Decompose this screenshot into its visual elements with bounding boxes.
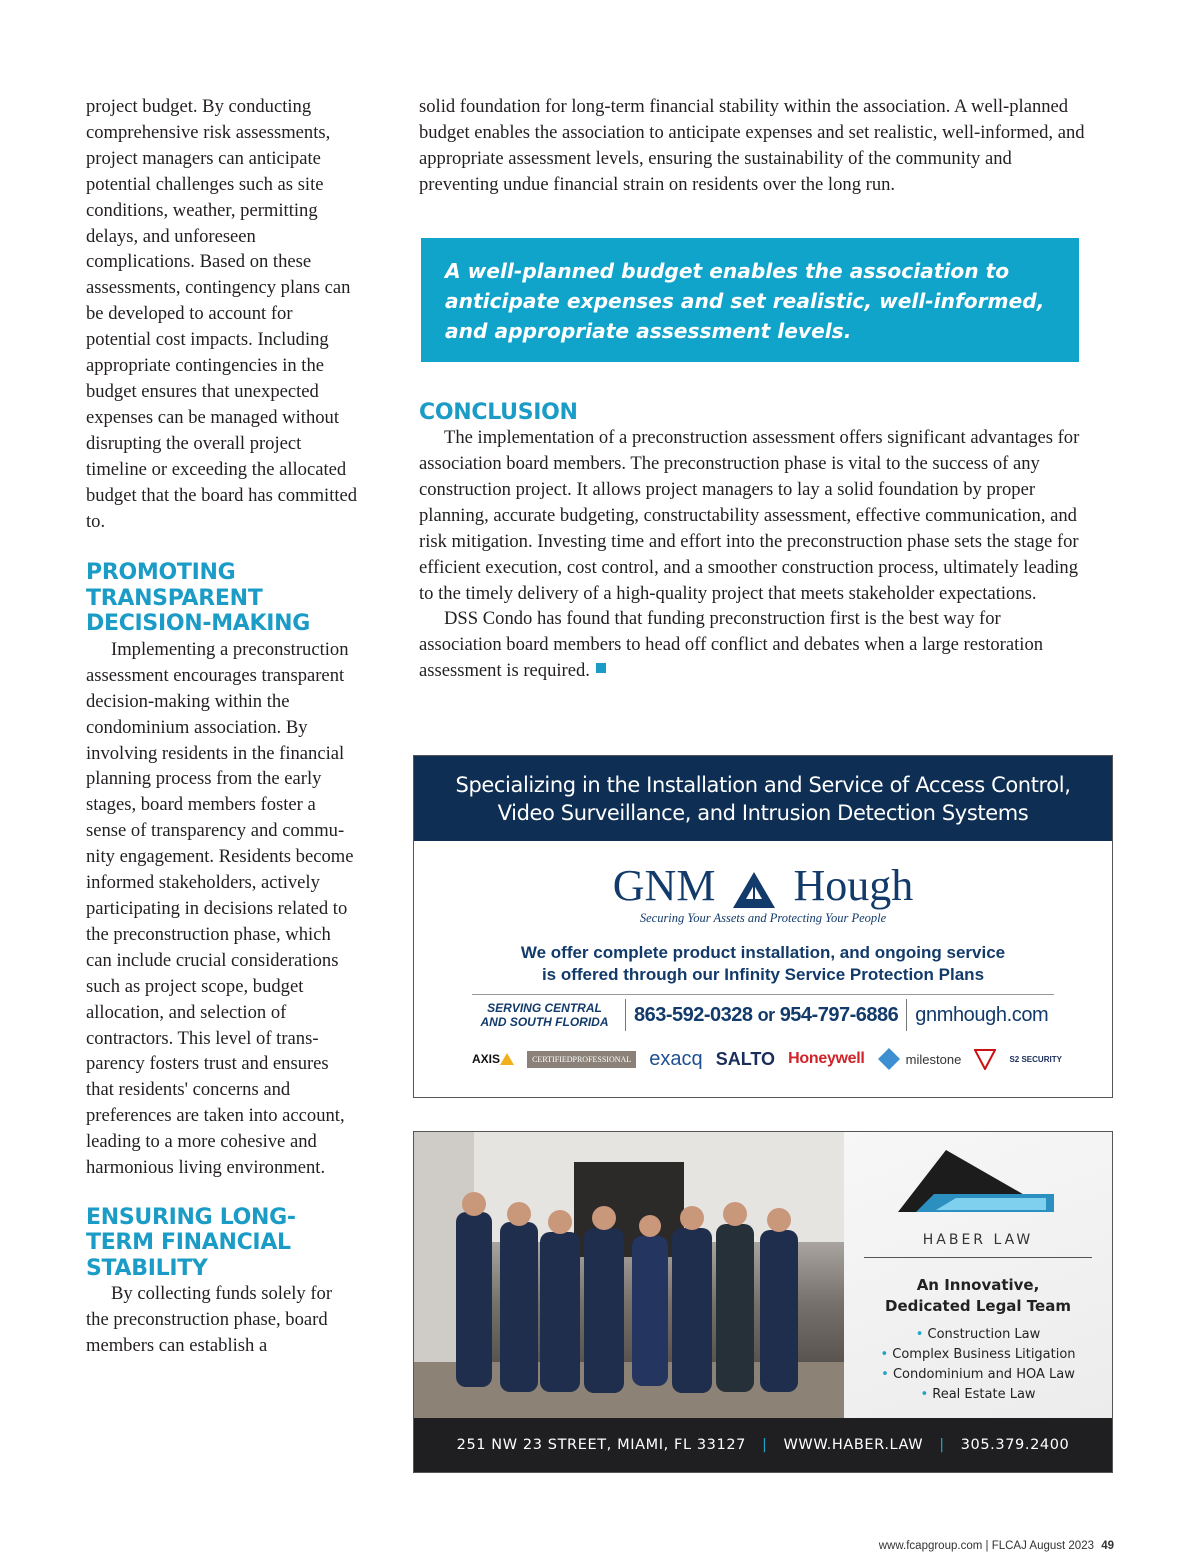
haber-divider-2: | xyxy=(939,1437,945,1453)
right-para-1: solid foundation for long-term financial stability within the association. A well-planned budget enables the association to anticipate expenses and set realistic, well-informed, and appropriate assessment levels, ensuring the sustainability of the community and preventing undue financial strain on residents over the long run. xyxy=(419,96,1085,195)
haber-address: 251 NW 23 STREET, MIAMI, FL 33127 xyxy=(456,1437,746,1453)
haber-service-item: • Construction Law xyxy=(844,1325,1112,1345)
haber-firm-name: HABER LAW xyxy=(922,1232,1034,1248)
left-column xyxy=(86,94,358,1359)
heading-promoting: PROMOTING TRANSPARENT DECISION-MAKING xyxy=(86,560,311,637)
folio-site[interactable]: www.fcapgroup.com xyxy=(878,1540,983,1552)
haber-slogan xyxy=(844,1275,1112,1317)
axis-triangle-icon xyxy=(500,1053,514,1065)
certified-professional-badge xyxy=(527,1051,636,1068)
gnm-phone-1[interactable]: 863-592-0328 xyxy=(634,1003,753,1026)
gnm-phone-2[interactable]: 954-797-6886 xyxy=(779,1003,899,1026)
gnm-hough-ad[interactable] xyxy=(413,755,1113,1098)
haber-service-item: • Complex Business Litigation xyxy=(844,1345,1112,1365)
dsx-logo xyxy=(974,1048,996,1070)
haber-contact-bar xyxy=(414,1418,1112,1472)
gnm-serving-line-1: SERVING CENTRAL xyxy=(487,1001,602,1015)
triangle-logo-icon xyxy=(732,871,776,909)
folio-issue: August 2023 xyxy=(1029,1540,1094,1552)
folio-journal: FLCAJ xyxy=(991,1540,1027,1552)
milestone-logo xyxy=(878,1048,962,1070)
team-photo-illustration xyxy=(414,1132,844,1419)
gnm-tagline: Securing Your Assets and Protecting Your People xyxy=(639,911,887,925)
axis-label: AXIS xyxy=(472,1052,501,1066)
right-para-2: The implementation of a preconstruction assessment offers significant advantages for association board members. The preconstruction phase is vital to the success of any construction project. It allows project managers to lay a solid foundation by proper planning, accurate budgeting, constructability assessment, effective communication, and risk mitigation. Investing time and effort into the preconstruction phase sets the stage for efficient execution, cost control, and a smoother construction process, ultimately leading to the timely delivery of a high-quality project that meets stakeholder expectations. xyxy=(419,427,1080,604)
haber-website[interactable]: WWW.HABER.LAW xyxy=(783,1437,924,1453)
gnm-divider xyxy=(472,994,1054,995)
right-para-3-text: DSS Condo has found that funding preconstruction first is the best way for association board members to head off conflict and debates when a large restoration assessment is required. xyxy=(419,608,1044,682)
milestone-diamond-icon xyxy=(878,1048,900,1070)
team-photo xyxy=(414,1132,844,1419)
gnm-serving xyxy=(472,1001,617,1029)
haber-service-item: • Real Estate Law xyxy=(844,1385,1112,1405)
heading-ensuring: ENSURING LONG-TERM FINANCIAL STABILITY xyxy=(86,1204,296,1281)
right-column xyxy=(419,94,1085,684)
haber-phone[interactable]: 305.379.2400 xyxy=(960,1437,1070,1453)
pull-quote: A well-planned budget enables the association to anticipate expenses and set realistic, well-informed, and appropriate assessment levels. xyxy=(421,238,1079,362)
certified-line-2: PROFESSIONAL xyxy=(572,1054,632,1064)
gnm-headline-line-2: Video Surveillance, and Intrusion Detection Systems xyxy=(497,801,1029,825)
dsx-shield-icon xyxy=(974,1048,996,1070)
gnm-offer-line-1: We offer complete product installation, and ongoing service xyxy=(520,943,1006,962)
right-para-3 xyxy=(419,606,1085,684)
haber-services xyxy=(844,1325,1112,1405)
gnm-separator-2 xyxy=(906,999,907,1031)
heading-conclusion: CONCLUSION xyxy=(419,399,578,425)
gnm-logo-left: GNM xyxy=(612,861,716,910)
exacq-logo: exacq xyxy=(649,1047,703,1070)
folio-page-number: 49 xyxy=(1101,1540,1114,1552)
gnm-separator xyxy=(625,999,626,1031)
gnm-offer-line-2: is offered through our Infinity Service Protection Plans xyxy=(541,965,985,984)
certified-line-1: CERTIFIED xyxy=(532,1054,573,1064)
salto-logo: SALTO xyxy=(715,1048,776,1069)
haber-logo-icon xyxy=(896,1142,1056,1222)
gnm-phone-or: or xyxy=(757,1004,775,1025)
haber-law-ad[interactable] xyxy=(413,1131,1113,1473)
folio-sep-1: | xyxy=(985,1540,992,1552)
haber-slogan-line-1: An Innovative, xyxy=(916,1276,1040,1294)
axis-logo xyxy=(472,1052,514,1066)
left-para-2: Implementing a preconstruction assessment encourages transparent decision-making within the condominium association. By involving residents in the financial planning process from the early stages, board members foster a sense of transparency and community engagement. Residents become informed stakeholders, actively participating in decisions related to the preconstruction phase, which can include crucial considerations such as project scope, budget allocation, and selection of contractors. This level of transparency fosters trust and ensures that residents' concerns and preferences are taken into account, leading to a more cohesive and harmonious living environment. xyxy=(86,638,354,1179)
gnm-logo xyxy=(414,861,1112,911)
gnm-contact-bar xyxy=(472,998,1054,1032)
gnm-website[interactable]: gnmhough.com xyxy=(915,1003,1049,1026)
left-para-1: project budget. By conducting comprehensive risk assessments, project managers can anticipate potential challenges such as site conditions, weather, permitting delays, and unforeseen complications. Based on these assessments, contingency plans can be developed to account for potential cost impacts. Including appropriate contingencies in the budget ensures that unexpected expenses can be managed without disrupting the overall project timeline or exceeding the allocated budget that the board has committed to. xyxy=(86,96,358,532)
haber-rule xyxy=(864,1257,1092,1258)
gnm-brand-row xyxy=(472,1044,1062,1074)
left-para-3: By collecting funds solely for the preconstruction phase, board members can establish a xyxy=(86,1283,333,1357)
gnm-serving-line-2: AND SOUTH FLORIDA xyxy=(480,1015,609,1029)
haber-divider-1: | xyxy=(761,1437,768,1453)
gnm-phones xyxy=(634,1004,898,1027)
gnm-headline-line-1: Specializing in the Installation and Service of Access Control, xyxy=(455,773,1071,797)
haber-info-panel xyxy=(844,1132,1112,1419)
gnm-headline xyxy=(414,756,1112,841)
gnm-logo-right: Hough xyxy=(793,861,914,910)
gnm-offer xyxy=(414,942,1112,986)
haber-slogan-line-2: Dedicated Legal Team xyxy=(885,1297,1071,1315)
s2-security-logo: S2 SECURITY xyxy=(1009,1054,1062,1064)
milestone-label: milestone xyxy=(905,1051,962,1067)
page-folio xyxy=(879,1540,1114,1552)
honeywell-logo: Honeywell xyxy=(788,1050,865,1067)
end-mark-icon xyxy=(596,663,606,673)
haber-service-item: • Condominium and HOA Law xyxy=(844,1365,1112,1385)
